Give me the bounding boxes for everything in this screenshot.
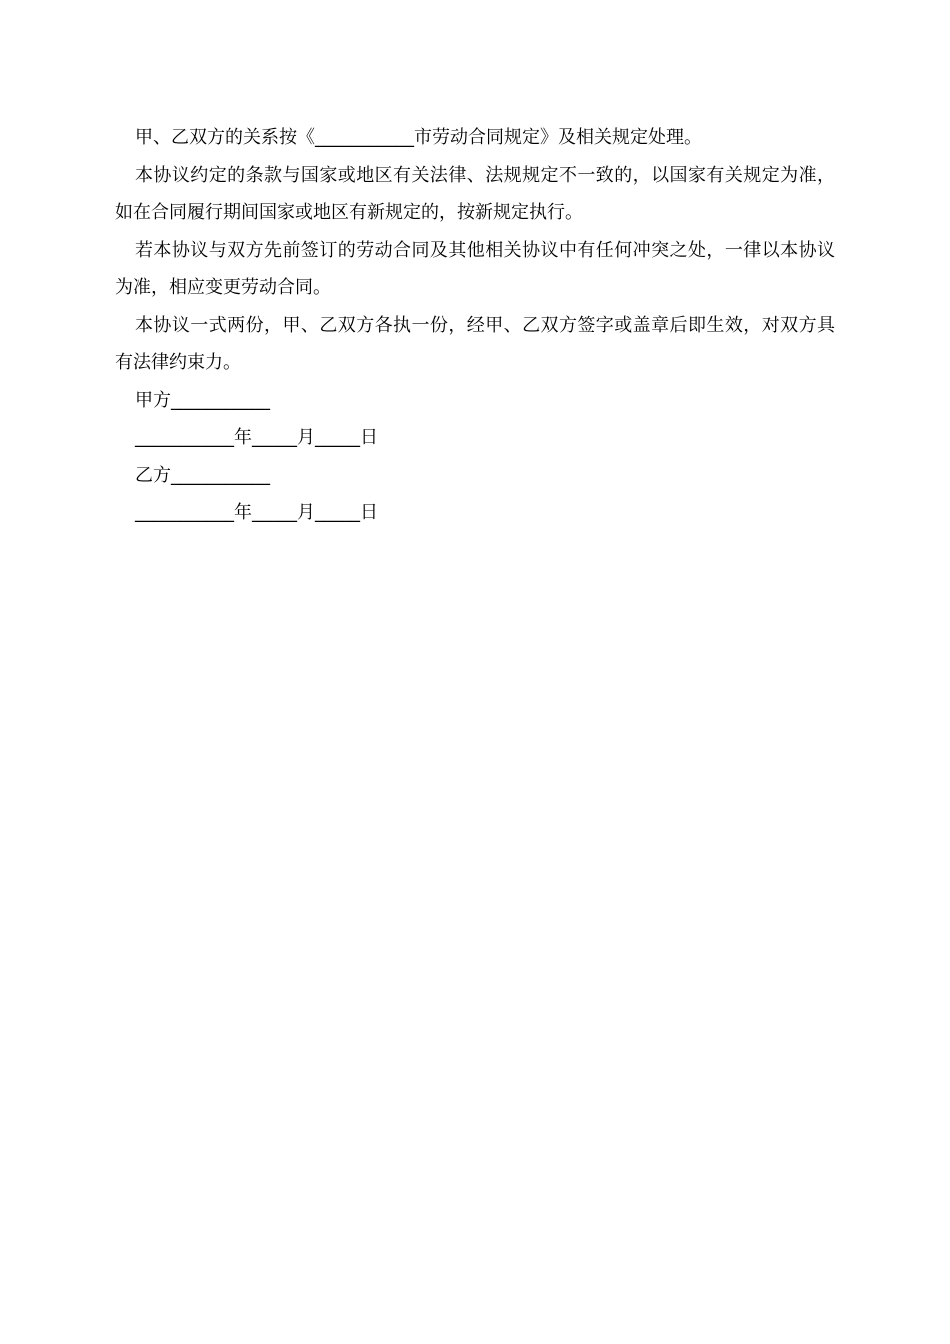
- paragraph-relationship: 甲、乙双方的关系按《___________市劳动合同规定》及相关规定处理。: [135, 127, 702, 148]
- paragraph-copies: 本协议一式两份，甲、乙双方各执一份，经甲、乙双方签字或盖章后即生效，对双方具有法律约束力。: [115, 314, 835, 373]
- party-a-signature: 甲方___________: [135, 389, 270, 411]
- document-body: [115, 119, 835, 532]
- party-b-signature: 乙方___________: [135, 464, 270, 486]
- paragraph-conflict: 若本协议与双方先前签订的劳动合同及其他相关协议中有任何冲突之处，一律以本协议为准，相应变更劳动合同。: [115, 239, 835, 298]
- party-a-date: ___________年_____月_____日: [135, 427, 378, 448]
- party-b-date: ___________年_____月_____日: [135, 502, 378, 523]
- paragraph-legal-priority: 本协议约定的条款与国家或地区有关法律、法规规定不一致的，以国家有关规定为准，如在合同履行期间国家或地区有新规定的，按新规定执行。: [115, 164, 835, 223]
